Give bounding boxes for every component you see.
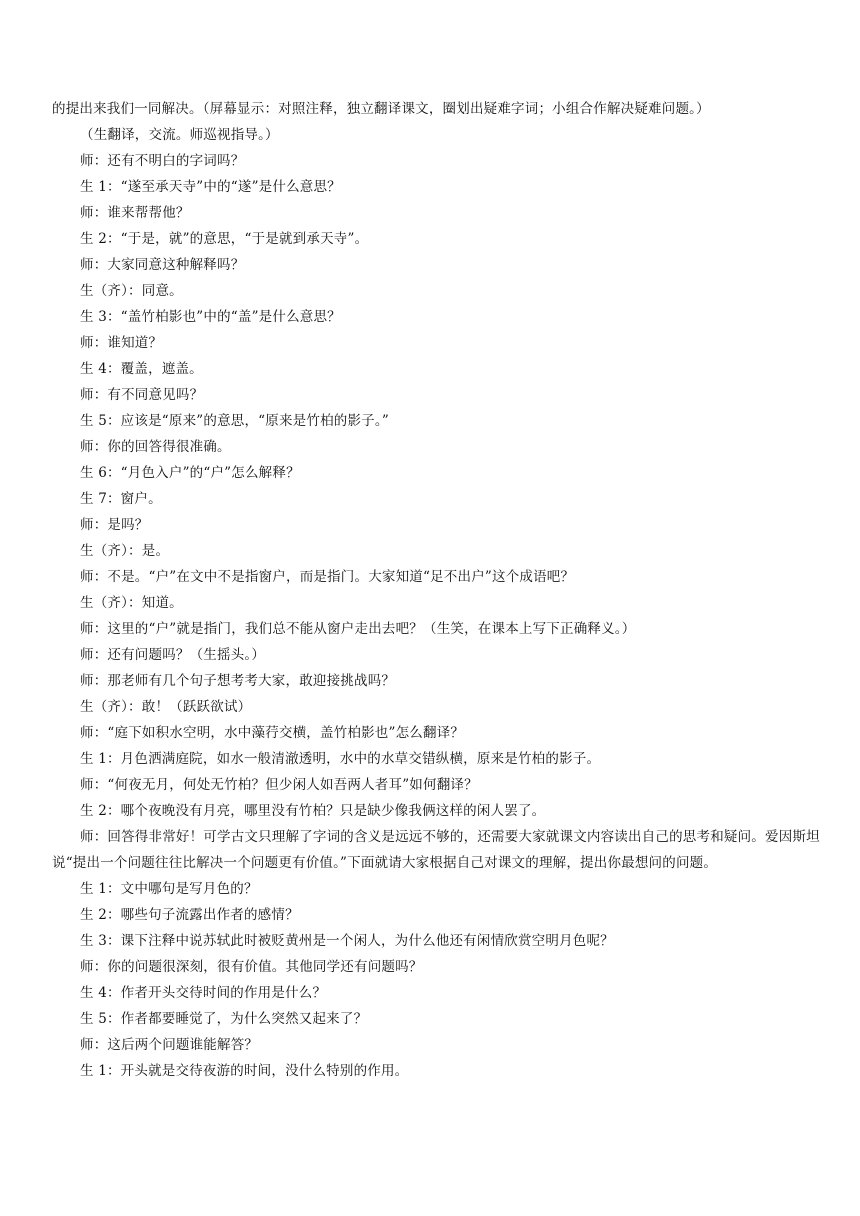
paragraph: 生 1：文中哪句是写月色的？ — [80, 881, 258, 897]
paragraph: 师：是吗？ — [80, 517, 149, 533]
paragraph: 生（齐）：敢！（跃跃欲试） — [80, 699, 252, 715]
paragraph: 生 2：“于是，就”的意思，“于是就到承天寺”。 — [80, 231, 369, 247]
paragraph: 生 3：课下注释中说苏轼此时被贬黄州是一个闲人，为什么他还有闲情欣赏空明月色呢？ — [80, 933, 614, 949]
paragraph: 师：这后两个问题谁能解答？ — [80, 1037, 259, 1053]
paragraph: 师：那老师有几个句子想考考大家，敢迎接挑战吗？ — [80, 673, 396, 689]
paragraph: 生（齐）：知道。 — [80, 595, 183, 611]
paragraph: 师：回答得非常好！可学古文只理解了字词的含义是远远不够的，还需要大家就课文内容读出自己的思考和疑问。爱因斯坦说“提出一个问题往往比解决一个问题更有价值。”下面就请大家根据自己对课文的理解，提出你最想问的问题。 — [52, 829, 820, 871]
paragraph: 生（齐）：同意。 — [80, 283, 183, 299]
paragraph: 生 2：哪个夜晚没有月亮，哪里没有竹柏？只是缺少像我俩这样的闲人罢了。 — [80, 803, 546, 819]
paragraph: 生（齐）：是。 — [80, 543, 170, 559]
paragraph: 师：大家同意这种解释吗？ — [80, 257, 245, 273]
paragraph: 的提出来我们一同解决。（屏幕显示：对照注释，独立翻译课文，圈划出疑难字词；小组合作解决疑难问题。） — [52, 101, 710, 117]
paragraph: 生 6：“月色入户”的“户”怎么解释？ — [80, 465, 300, 481]
paragraph: 师：还有问题吗？（生摇头。） — [80, 647, 266, 663]
paragraph: 生 1：开头就是交待夜游的时间，没什么特别的作用。 — [80, 1063, 409, 1079]
paragraph: 生 4：覆盖，遮盖。 — [80, 361, 203, 377]
paragraph: 生 3：“盖竹柏影也”中的“盖”是什么意思？ — [80, 309, 341, 325]
paragraph: 生 1：月色洒满庭院，如水一般清澈透明，水中的水草交错纵横，原来是竹柏的影子。 — [80, 751, 601, 767]
paragraph: 师：不是。“户”在文中不是指窗户，而是指门。大家知道“足不出户”这个成语吧？ — [80, 569, 575, 585]
paragraph: 师：这里的“户”就是指门，我们总不能从窗户走出去吧？（生笑，在课本上写下正确释义。） — [80, 621, 636, 637]
paragraph: 师：你的问题很深刻，很有价值。其他同学还有问题吗？ — [80, 959, 423, 975]
paragraph: 生 4：作者开头交待时间的作用是什么？ — [80, 985, 327, 1001]
paragraph: 师：谁知道？ — [80, 335, 163, 351]
paragraph: 生 5：作者都要睡觉了，为什么突然又起来了？ — [80, 1011, 368, 1027]
paragraph: （生翻译，交流。师巡视指导。） — [80, 127, 279, 143]
paragraph: 师：还有不明白的字词吗？ — [80, 153, 245, 169]
paragraph: 生 5：应该是“原来”的意思，“原来是竹柏的影子。” — [80, 413, 389, 429]
paragraph: 师：谁来帮帮他？ — [80, 205, 190, 221]
paragraph: 师：你的回答得很准确。 — [80, 439, 231, 455]
paragraph: 生 1：“遂至承天寺”中的“遂”是什么意思？ — [80, 179, 341, 195]
paragraph: 生 7：窗户。 — [80, 491, 162, 507]
paragraph: 师：“何夜无月，何处无竹柏？但少闲人如吾两人者耳”如何翻译？ — [80, 777, 478, 793]
paragraph: 师：“庭下如积水空明，水中藻荇交横，盖竹柏影也”怎么翻译？ — [80, 725, 465, 741]
paragraph: 生 2：哪些句子流露出作者的感情？ — [80, 907, 299, 923]
paragraph: 师：有不同意见吗？ — [80, 387, 204, 403]
